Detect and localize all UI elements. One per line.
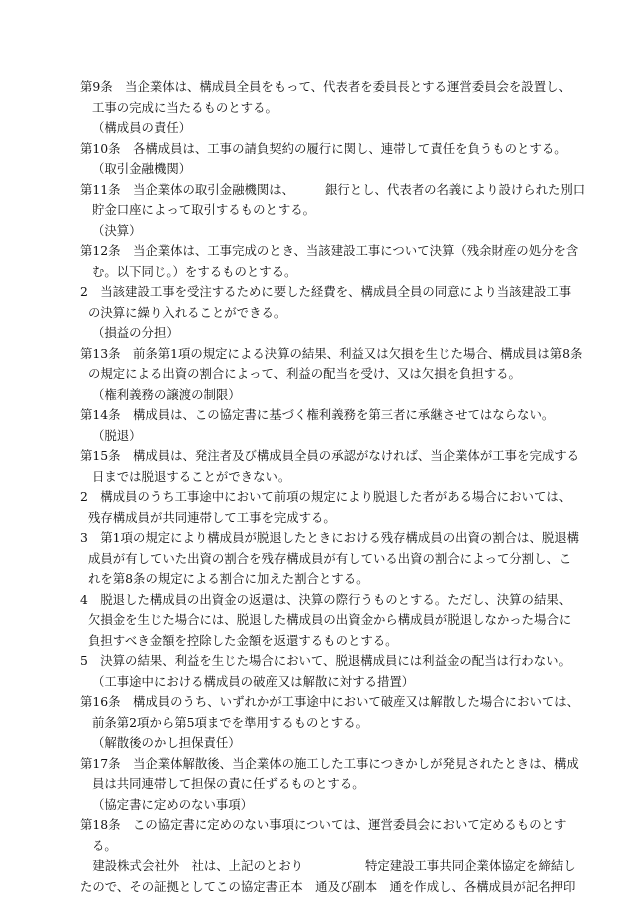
document-line: （協定書に定めのない事項）	[92, 796, 254, 812]
document-line: 第15条 構成員は、発注者及び構成員全員の承認がなければ、当企業体が工事を完成する	[80, 448, 580, 463]
document-line: 工事の完成に当たるものとする。	[92, 99, 278, 115]
document-line: 第12条 当企業体は、工事完成のとき、当該建設工事について決算（残余財産の処分を含	[80, 243, 579, 258]
document-line: の決算に繰り入れることができる。	[88, 304, 287, 320]
document-line: 負担すべき金額を控除した金額を返還するものとする。	[88, 632, 398, 648]
document-line: 4 脱退した構成員の出資金の返還は、決算の際行うものとする。ただし、決算の結果、	[80, 591, 572, 607]
document-line: 成員が有していた出資の割合を残存構成員が有している出資の割合によって分割し、こ	[88, 550, 572, 566]
document-line: （工事途中における構成員の破産又は解散に対する措置）	[92, 673, 415, 689]
document-line: 第17条 当企業体解散後、当企業体の施工した工事につきかしが発見されたときは、構成	[80, 755, 579, 771]
document-line: （構成員の責任）	[92, 120, 192, 135]
document-line: 残存構成員が共同連帯して工事を完成する。	[88, 509, 336, 525]
document-line: 第13条 前条第1項の規定による決算の結果、利益又は欠損を生じた場合、構成員は第8条	[80, 345, 583, 361]
document-line: 第10条 各構成員は、工事の請負契約の履行に関し、連帯して責任を負うものとする。	[80, 140, 567, 156]
document-line: （損益の分担）	[92, 325, 179, 340]
document-line: 第9条 当企業体は、構成員全員をもって、代表者を委員長とする運営委員会を設置し、	[80, 79, 571, 94]
document-line: （権利義務の譲渡の制限）	[92, 386, 241, 402]
document-line: （決算）	[92, 222, 142, 238]
document-line: 2 構成員のうち工事途中において前項の規定により脱退した者がある場合においては、	[80, 489, 572, 504]
document-line: 第18条 この協定書に定めのない事項については、運営委員会において定めるものとす	[80, 817, 567, 832]
agreement-document-body	[80, 77, 586, 897]
document-line: たので、その証拠としてこの協定書正本 通及び副本 通を作成し、各構成員が記名押印	[80, 878, 576, 894]
document-line: れを第8条の規定による割合に加えた割合とする。	[88, 571, 369, 586]
document-line: 第14条 構成員は、この協定書に基づく権利義務を第三者に承継させてはならない。	[80, 407, 555, 422]
document-line: 貯金口座によって取引するものとする。	[92, 202, 316, 217]
document-line: （取引金融機関）	[92, 161, 192, 176]
document-line: （解散後のかし担保責任）	[92, 735, 241, 750]
document-line: む。以下同じ。）をするものとする。	[92, 263, 297, 279]
document-line: る。	[92, 837, 117, 853]
document-line: 日までは脱退することができない。	[92, 468, 291, 484]
document-line: 第16条 構成員のうち、いずれかが工事途中において破産又は解散した場合においては、	[80, 694, 580, 709]
document-line: 2 当該建設工事を受注するために要した経費を、構成員全員の同意により当該建設工事	[80, 284, 572, 299]
document-line: の規定による出資の割合によって、利益の配当を受け、又は欠損を負担する。	[88, 366, 521, 381]
document-line: 第11条 当企業体の取引金融機関は、 銀行とし、代表者の名義により設けられた別口	[80, 181, 586, 197]
document-line: 欠損金を生じた場合には、脱退した構成員の出資金から構成員が脱退しなかった場合に	[88, 612, 572, 627]
document-line: 5 決算の結果、利益を生じた場合において、脱退構成員には利益金の配当は行わない。	[80, 653, 571, 668]
document-line: 建設株式会社外 社は、上記のとおり 特定建設工事共同企業体協定を締結し	[80, 858, 576, 873]
document-line: 3 第1項の規定により構成員が脱退したときにおける残存構成員の出資の割合は、脱退構	[80, 530, 580, 545]
document-line: （脱退）	[92, 427, 142, 443]
document-line: 員は共同連帯して担保の責に任ずるものとする。	[92, 776, 365, 791]
document-line: 前条第2項から第5項までを準用するものとする。	[92, 714, 368, 730]
